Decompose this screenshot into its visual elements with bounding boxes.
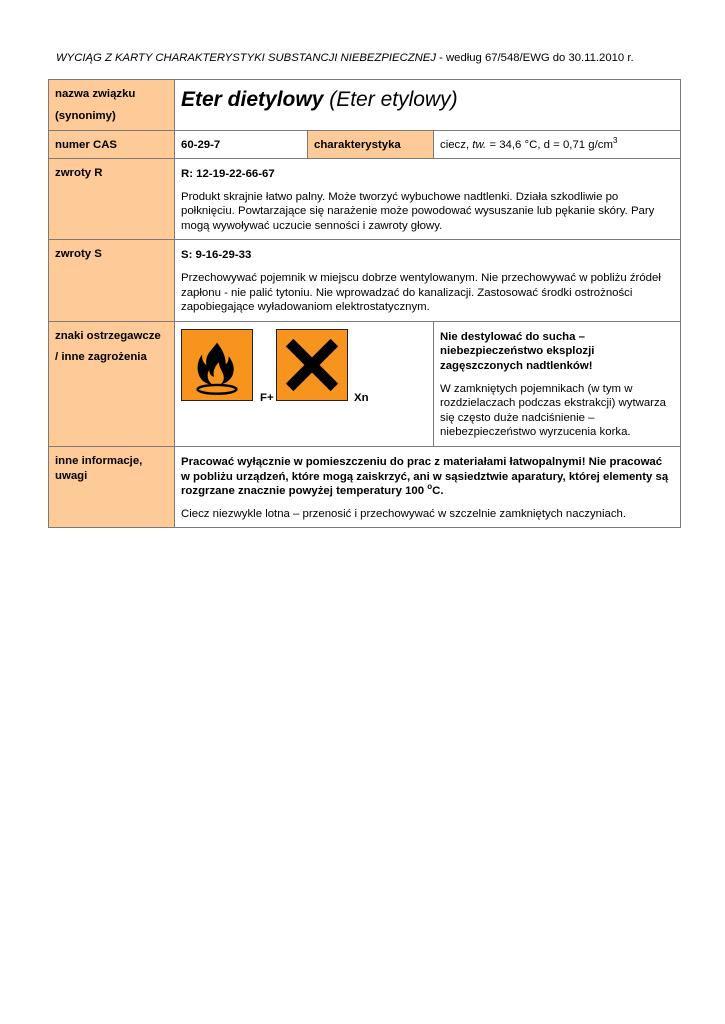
label-characteristics: charakterystyka (308, 131, 434, 159)
r-phrases-codes: R: 12-19-22-66-67 (181, 168, 275, 180)
label-hazards (49, 321, 175, 446)
flame-icon (181, 329, 253, 401)
hazard-warning-bold: Nie destylować do sucha – niebezpieczeństwo eksplozji zagęszczonych nadtlenków! (440, 330, 595, 372)
cross-icon (276, 329, 348, 401)
pictogram-code-xn: Xn (354, 391, 369, 404)
s-phrases-text: Przechowywać pojemnik w miejscu dobrze wentylowanym. Nie przechowywać w pobliżu źródeł zapłonu - nie palić tytoniu. Nie wprowadzać do kanalizacji. Zastosować środki ostrożności zapobiegające wyładowaniom elektrostatycznym. (181, 271, 661, 314)
char-unit-exponent: 3 (612, 136, 618, 145)
label-compound-name-line2: (synonimy) (55, 109, 116, 122)
temperature-unit: C. (432, 485, 444, 498)
s-phrases-codes: S: 9-16-29-33 (181, 249, 252, 262)
header-regulation: - według 67/548/EWG do 30.11.2010 r. (435, 52, 634, 64)
r-phrases-text: Produkt skrajnie łatwo palny. Może tworzyć wybuchowe nadtlenki. Działa szkodliwie po połknięciu. Powtarzające się narażenie może powodować wysuszanie lub pękanie skóry. Pary mogą wywoływać uczucie senności i zawroty głowy. (181, 190, 655, 232)
label-compound-name (49, 80, 175, 131)
cas-number: 60-29-7 (175, 131, 308, 159)
label-s-phrases: zwroty S (49, 240, 175, 321)
other-info-cell (175, 446, 681, 527)
compound-synonym: (Eter etylowy) (323, 88, 458, 111)
label-r-phrases: zwroty R (49, 159, 175, 240)
document-header (56, 51, 686, 65)
label-hazards-line1: znaki ostrzegawcze (55, 329, 161, 342)
row-hazards (49, 321, 681, 446)
label-cas: numer CAS (49, 131, 175, 159)
char-boiling-abbrev: tw. (472, 139, 487, 151)
pictograms-cell (175, 321, 434, 446)
degree-sign: o (427, 482, 433, 492)
other-info-bold-text: Pracować wyłącznie w pomieszczeniu do prac z materiałami łatwopalnymi! Nie pracować w pobliżu urządzeń, które mogą zaiskrzyć, ani w sąsiedztwie aparatury, której elementy są rozgrzane znacznie powyżej temperatury 100 (181, 455, 669, 498)
other-info-text: Ciecz niezwykle lotna – przenosić i przechowywać w szczelnie zamkniętych naczyniach. (181, 507, 627, 520)
row-r-phrases (49, 159, 681, 240)
other-info-bold (181, 455, 674, 499)
header-title: WYCIĄG Z KARTY CHARAKTERYSTYKI SUBSTANCJI NIEBEZPIECZNEJ (56, 52, 436, 64)
label-other-info: inne informacje, uwagi (49, 446, 175, 527)
hazard-warnings-cell (434, 321, 681, 446)
pictograms (181, 328, 427, 433)
row-compound-name (49, 80, 681, 131)
hazard-warning-text: W zamkniętych pojemnikach (w tym w rozdzielaczach podczas ekstrakcji) wytwarza się często duże nadciśnienie – niebezpieczeństwo wyrzucenia korka. (440, 382, 666, 439)
row-s-phrases (49, 240, 681, 321)
r-phrases-cell (175, 159, 681, 240)
s-phrases-cell (175, 240, 681, 321)
char-prefix: ciecz, (440, 139, 473, 151)
row-cas (49, 131, 681, 159)
row-other-info (49, 446, 681, 527)
label-compound-name-line1: nazwa związku (55, 88, 136, 100)
compound-name-cell (175, 80, 681, 131)
safety-data-table (48, 79, 681, 528)
label-hazards-line2: / inne zagrożenia (55, 351, 147, 364)
compound-name: Eter dietylowy (181, 88, 324, 111)
pictogram-code-f-plus: F+ (260, 391, 274, 404)
characteristics-value (434, 131, 681, 159)
char-values: = 34,6 °C, d = 0,71 g/cm (486, 139, 613, 151)
